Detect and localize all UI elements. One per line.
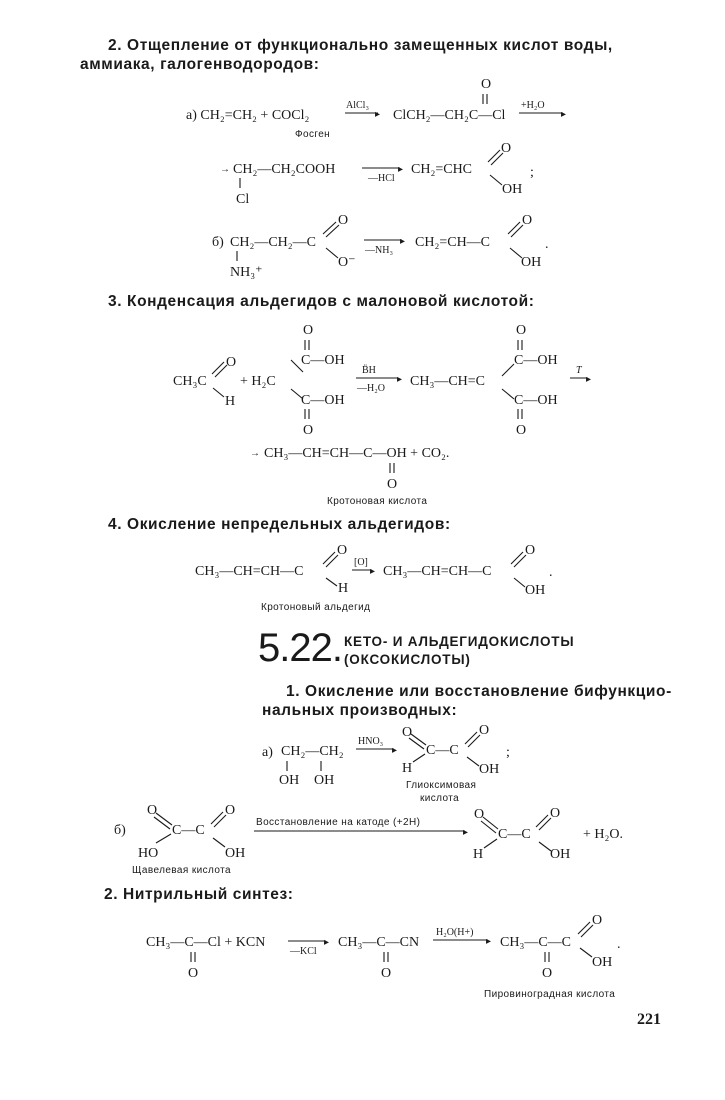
atom-O: O [303,423,314,438]
formula: а) CH₂=CH₂ + COCl₂ [186,108,310,123]
heading-line: аммиака, галогенводородов: [80,56,320,73]
atom-O: O [387,477,398,492]
heading-line: 3. Конденсация альдегидов с малоновой кислотой: [108,293,535,310]
arrow-head: ▸ [586,374,592,385]
arrow-head: ▸ [398,164,404,175]
section-number: 5.22. [258,626,342,670]
caption-pyruvic-acid: Пировиноградная кислота [484,989,616,1000]
reagent: —H₂O [357,383,385,394]
formula: CH₂—CH₂ [281,744,344,759]
atom-O: O [303,323,314,338]
atom-CC: C—C [498,827,531,842]
section-title-line1: КЕТО- И АЛЬДЕГИДОКИСЛОТЫ [344,634,575,649]
atom-OH: OH [521,255,542,270]
reagent: —HCl [368,173,395,184]
heading-line: 4. Окисление непредельных альдегидов: [108,516,451,533]
reagent: —NH₃ [365,245,393,256]
caption-oxalic-acid: Щавелевая кислота [132,865,231,876]
atom-O: O [226,355,237,370]
reagent: Восстановление на катоде (+2H) [256,817,421,828]
reagent: HNO₃ [358,736,384,747]
arrow-head: ▸ [486,936,492,947]
punct: . [617,937,621,952]
formula: CH₃—CH=CH—C [383,564,492,579]
atom-H: H [473,847,484,862]
reaction-2b [212,213,549,280]
atom-OH: OH [479,762,500,777]
arrow-head: ▸ [561,109,567,120]
atom-O: O [474,807,485,822]
atom-O: O [188,966,199,981]
atom-COH: C—OH [514,393,558,408]
atom-O: O [479,723,490,738]
reagent: T [576,365,582,376]
atom-O: O [481,77,492,92]
reagent: AlCl₃ [346,100,369,111]
atom-O: O [542,966,553,981]
reaction-3 [173,323,591,507]
atom-H: H [225,394,236,409]
atom-O: O [516,423,527,438]
atom-CC: C—C [426,743,459,758]
formula: + H₂C [240,374,276,389]
formula-label: а) [262,745,273,760]
atom-O: O [522,213,533,228]
reaction-keto-1a [262,723,510,804]
caption-glyoxylic-acid: кислота [420,793,460,804]
formula: CH₃—C—C [500,935,572,950]
atom-O: O [337,543,348,558]
heading-line: 2. Нитрильный синтез: [104,886,294,903]
atom-O: O [592,913,603,928]
formula-label: б) [114,823,126,838]
atom-OH: OH [279,773,300,788]
atom-O: O [550,806,561,821]
arrow-head: ▸ [397,374,403,385]
atom-OH: OH [525,583,546,598]
atom-NH3: NH₃⁺ [230,265,263,280]
formula: CH₃—CH=CH—C—OH + CO₂. [264,446,450,461]
atom-O: O [402,725,413,740]
atom-H: H [338,581,349,596]
reagent: H₂O(H+) [436,927,474,938]
reagent: B̈H [362,365,376,376]
punct: ; [530,165,534,180]
formula: CH₃C [173,374,207,389]
heading-line: 2. Отщепление от функционально замещенных кислот воды, [108,37,613,54]
arrow-head: → [250,448,260,459]
atom-OH: OH [225,846,246,861]
formula: CH₃—C—CN [338,935,420,950]
formula: CH₂—CH₂COOH [233,162,336,177]
atom-O: O [225,803,236,818]
arrow-head: ▸ [463,827,469,838]
atom-COH: C—OH [301,393,345,408]
atom-OH: OH [314,773,335,788]
formula: CH₂—CH₂—C [230,235,316,250]
atom-Cl: Cl [236,192,250,207]
reagent: +H₂O [521,100,545,111]
formula: CH₂=CH—C [415,235,491,250]
atom-O-minus: O⁻ [338,255,356,270]
punct: . [549,565,553,580]
arrow-head: ▸ [375,109,381,120]
arrow-head: → [220,164,230,175]
heading-line: 1. Окисление или восстановление бифункцио- [286,683,672,700]
atom-COH: C—OH [514,353,558,368]
arrow-head: ▸ [392,745,398,756]
arrow-head: ▸ [370,566,376,577]
atom-O: O [147,803,158,818]
reaction-2a [186,77,566,207]
formula-label: б) [212,235,224,250]
reaction-4 [195,543,553,613]
arrow-head: ▸ [324,937,330,948]
atom-O: O [381,966,392,981]
arrow-head: ▸ [400,236,406,247]
reagent: —KCl [290,946,317,957]
caption-crotonaldehyde: Кротоновый альдегид [261,602,371,613]
reaction-keto-2 [146,913,621,1000]
caption-crotonic-acid: Кротоновая кислота [327,496,428,507]
atom-O: O [516,323,527,338]
atom-OH: OH [502,182,523,197]
atom-O: O [525,543,536,558]
atom-COH: C—OH [301,353,345,368]
atom-OH: OH [592,955,613,970]
reagent: [O] [354,557,368,568]
formula: ClCH₂—CH₂C—Cl [393,108,506,123]
atom-H: H [402,761,413,776]
atom-O: O [338,213,349,228]
punct: . [545,237,549,252]
formula: CH₃—C—Cl + KCN [146,935,266,950]
atom-OH: OH [550,847,571,862]
atom-HO: HO [138,846,159,861]
caption-glyoxylic-acid: Глиоксимовая [406,780,477,791]
section-title-line2: (ОКСОКИСЛОТЫ) [344,652,471,667]
heading-line: нальных производных: [262,702,458,719]
punct: ; [506,745,510,760]
atom-O: O [501,141,512,156]
formula: CH₂=CHC [411,162,473,177]
formula: CH₃—CH=CH—C [195,564,304,579]
formula: + H₂O. [583,827,623,842]
reaction-keto-1b [114,803,623,876]
atom-CC: C—C [172,823,205,838]
formula: CH₃—CH=C [410,374,486,389]
page-number: 221 [637,1011,661,1028]
caption-phosgene: Фосген [295,129,331,140]
